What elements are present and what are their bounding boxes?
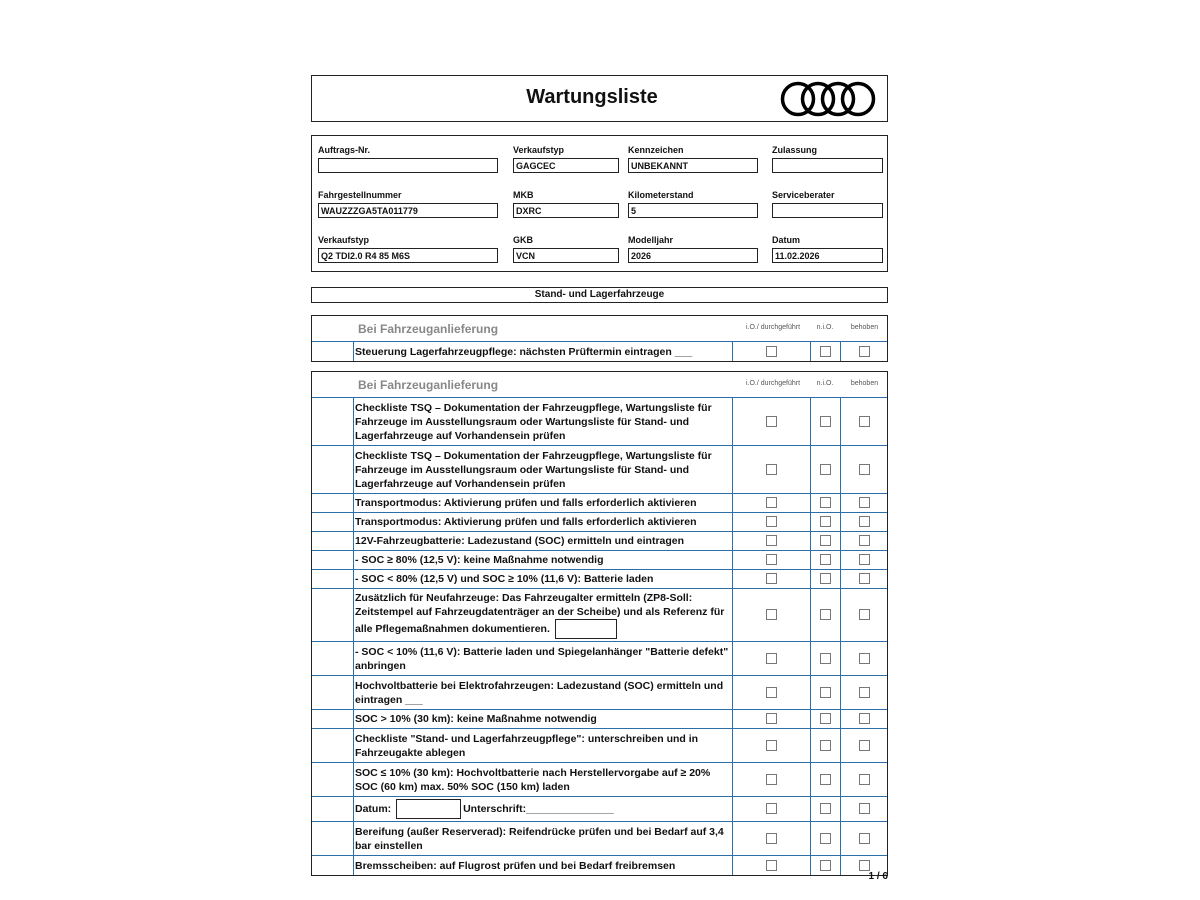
checkbox-io[interactable] xyxy=(766,687,777,698)
header-fields xyxy=(311,135,888,272)
checkbox-nio[interactable] xyxy=(820,803,831,814)
column-nio: n.i.O. xyxy=(816,324,834,331)
checkbox-behoben[interactable] xyxy=(859,346,870,357)
checkbox-behoben[interactable] xyxy=(859,416,870,427)
checkbox-io[interactable] xyxy=(766,416,777,427)
reference-date-input[interactable] xyxy=(555,619,617,639)
checkbox-nio[interactable] xyxy=(820,740,831,751)
table-row xyxy=(312,710,887,729)
row-text: Hochvoltbatterie bei Elektrofahrzeugen: Ladezustand (SOC) ermitteln und eintragen ___ xyxy=(355,679,724,706)
checkbox-behoben[interactable] xyxy=(859,497,870,508)
checkbox-io[interactable] xyxy=(766,516,777,527)
table-row xyxy=(312,856,887,875)
title-box xyxy=(311,75,888,122)
row-text: Zusätzlich für Neufahrzeuge: Das Fahrzeugalter ermitteln (ZP8-Soll: Zeitstempel auf Fahrzeugdatenträger an der Scheibe) und als Referenz für alle Pflegemaßnahmen dokumentieren. xyxy=(355,591,733,639)
table-row xyxy=(312,494,887,513)
row-text: Datum: Unterschrift:_______________ xyxy=(355,799,733,819)
checkbox-nio[interactable] xyxy=(820,774,831,785)
date-input[interactable] xyxy=(396,799,461,819)
checkbox-io[interactable] xyxy=(766,713,777,724)
field-auftrag: Auftrags-Nr. xyxy=(318,145,498,173)
row-text: Steuerung Lagerfahrzeugpflege: nächsten Prüftermin eintragen ___ xyxy=(355,345,693,358)
checkbox-io[interactable] xyxy=(766,653,777,664)
verkaufstyp-input[interactable]: GAGCEC xyxy=(513,158,619,173)
table-row xyxy=(312,822,887,856)
column-io: i.O./ durchgeführt xyxy=(745,324,801,331)
table-row xyxy=(312,446,887,494)
field-serviceberater: Serviceberater xyxy=(772,190,883,218)
fahrgestell-input[interactable]: WAUZZZGA5TA011779 xyxy=(318,203,498,218)
field-kennzeichen: Kennzeichen UNBEKANNT xyxy=(628,145,758,173)
column-behoben: behoben xyxy=(850,324,879,331)
checkbox-behoben[interactable] xyxy=(859,464,870,475)
verkaufstyp-modell-input[interactable]: Q2 TDI2.0 R4 85 M6S xyxy=(318,248,498,263)
checkbox-io[interactable] xyxy=(766,535,777,546)
checkbox-io[interactable] xyxy=(766,346,777,357)
audi-rings-logo-icon xyxy=(779,80,877,118)
checkbox-nio[interactable] xyxy=(820,554,831,565)
table-row xyxy=(312,551,887,570)
checkbox-nio[interactable] xyxy=(820,713,831,724)
field-gkb: GKB VCN xyxy=(513,235,619,263)
table-row xyxy=(312,589,887,642)
checkbox-behoben[interactable] xyxy=(859,860,870,871)
checkbox-behoben[interactable] xyxy=(859,713,870,724)
table-row xyxy=(312,513,887,532)
row-text: 12V-Fahrzeugbatterie: Ladezustand (SOC) ermitteln und eintragen xyxy=(355,535,685,547)
serviceberater-input[interactable] xyxy=(772,203,883,218)
section-title: Stand- und Lagerfahrzeuge xyxy=(311,287,888,303)
field-fahrgestell: Fahrgestellnummer WAUZZZGA5TA011779 xyxy=(318,190,498,218)
row-text: SOC > 10% (30 km): keine Maßnahme notwendig xyxy=(355,713,597,725)
checkbox-nio[interactable] xyxy=(820,573,831,584)
table-row xyxy=(312,532,887,551)
row-text: Transportmodus: Aktivierung prüfen und falls erforderlich aktivieren xyxy=(355,497,697,509)
checkbox-nio[interactable] xyxy=(820,535,831,546)
checkbox-behoben[interactable] xyxy=(859,516,870,527)
checkbox-io[interactable] xyxy=(766,497,777,508)
field-verkaufstyp-modell: Verkaufstyp Q2 TDI2.0 R4 85 M6S xyxy=(318,235,498,263)
mkb-input[interactable]: DXRC xyxy=(513,203,619,218)
signature-label: Unterschrift:_______________ xyxy=(463,802,614,815)
checkbox-io[interactable] xyxy=(766,833,777,844)
table-row xyxy=(312,797,887,822)
checkbox-behoben[interactable] xyxy=(859,833,870,844)
datum-input[interactable]: 11.02.2026 xyxy=(772,248,883,263)
checkbox-nio[interactable] xyxy=(820,464,831,475)
table-row xyxy=(312,642,887,676)
checkbox-io[interactable] xyxy=(766,554,777,565)
row-text: Bremsscheiben: auf Flugrost prüfen und bei Bedarf freibremsen xyxy=(355,859,676,872)
checkbox-nio[interactable] xyxy=(820,416,831,427)
checkbox-behoben[interactable] xyxy=(859,535,870,546)
checkbox-io[interactable] xyxy=(766,740,777,751)
auftrag-input[interactable] xyxy=(318,158,498,173)
checkbox-behoben[interactable] xyxy=(859,573,870,584)
checkbox-io[interactable] xyxy=(766,464,777,475)
checkbox-nio[interactable] xyxy=(820,687,831,698)
checkbox-io[interactable] xyxy=(766,774,777,785)
row-text: SOC ≤ 10% (30 km): Hochvoltbatterie nach Herstellervorgabe auf ≥ 20% SOC (60 km) max. 50% SOC (150 km) laden xyxy=(355,766,711,793)
checkbox-io[interactable] xyxy=(766,860,777,871)
modelljahr-input[interactable]: 2026 xyxy=(628,248,758,263)
row-text: Checkliste TSQ – Dokumentation der Fahrzeugpflege, Wartungsliste für Fahrzeuge im Ausstellungsraum oder Wartungsliste für Stand- und Lagerfahrzeuge auf Vorhandensein prüfen xyxy=(355,401,712,442)
row-text: - SOC ≥ 80% (12,5 V): keine Maßnahme notwendig xyxy=(355,554,604,566)
row-text: Transportmodus: Aktivierung prüfen und falls erforderlich aktivieren xyxy=(355,516,697,528)
field-modelljahr: Modelljahr 2026 xyxy=(628,235,758,263)
column-io: i.O./ durchgeführt xyxy=(745,380,801,387)
field-datum: Datum 11.02.2026 xyxy=(772,235,883,263)
table-row xyxy=(312,342,887,361)
checkbox-nio[interactable] xyxy=(820,653,831,664)
row-text: Checkliste "Stand- und Lagerfahrzeugpflege": unterschreiben und in Fahrzeugakte ablegen xyxy=(355,732,699,759)
document-title: Wartungsliste xyxy=(526,86,658,108)
field-verkaufstyp: Verkaufstyp GAGCEC xyxy=(513,145,619,173)
checkbox-behoben[interactable] xyxy=(859,609,870,620)
zulassung-input[interactable] xyxy=(772,158,883,173)
checkbox-io[interactable] xyxy=(766,573,777,584)
row-text: Bereifung (außer Reserverad): Reifendrücke prüfen und bei Bedarf auf 3,4 bar einstellen xyxy=(355,825,724,852)
page-number: 1 / 6 xyxy=(868,871,888,882)
table-anlieferung-2 xyxy=(311,371,888,876)
checkbox-nio[interactable] xyxy=(820,860,831,871)
table-row xyxy=(312,398,887,446)
table-row xyxy=(312,763,887,797)
checkbox-nio[interactable] xyxy=(820,609,831,620)
checkbox-behoben[interactable] xyxy=(859,653,870,664)
checkbox-nio[interactable] xyxy=(820,346,831,357)
table-row xyxy=(312,729,887,763)
table-title: Bei Fahrzeuganlieferung xyxy=(358,378,499,392)
table-row xyxy=(312,570,887,589)
field-mkb: MKB DXRC xyxy=(513,190,619,218)
column-behoben: behoben xyxy=(850,380,879,387)
checkbox-io[interactable] xyxy=(766,803,777,814)
checkbox-nio[interactable] xyxy=(820,833,831,844)
table-row xyxy=(312,676,887,710)
row-text: - SOC < 80% (12,5 V) und SOC ≥ 10% (11,6 V): Batterie laden xyxy=(355,573,654,585)
checkbox-nio[interactable] xyxy=(820,497,831,508)
kilometerstand-input[interactable]: 5 xyxy=(628,203,758,218)
row-text: - SOC < 10% (11,6 V): Batterie laden und Spiegelanhänger "Batterie defekt" anbringen xyxy=(355,645,729,672)
table-anlieferung-1 xyxy=(311,315,888,362)
table-header xyxy=(312,316,887,342)
table-title: Bei Fahrzeuganlieferung xyxy=(358,322,499,336)
checkbox-behoben[interactable] xyxy=(859,774,870,785)
checkbox-behoben[interactable] xyxy=(859,803,870,814)
checkbox-behoben[interactable] xyxy=(859,687,870,698)
checkbox-behoben[interactable] xyxy=(859,554,870,565)
kennzeichen-input[interactable]: UNBEKANNT xyxy=(628,158,758,173)
checkbox-behoben[interactable] xyxy=(859,740,870,751)
gkb-input[interactable]: VCN xyxy=(513,248,619,263)
row-text: Checkliste TSQ – Dokumentation der Fahrzeugpflege, Wartungsliste für Fahrzeuge im Ausstellungsraum oder Wartungsliste für Stand- und Lagerfahrzeuge auf Vorhandensein prüfen xyxy=(355,449,712,490)
column-nio: n.i.O. xyxy=(816,380,834,387)
table-header xyxy=(312,372,887,398)
field-kilometerstand: Kilometerstand 5 xyxy=(628,190,758,218)
checkbox-nio[interactable] xyxy=(820,516,831,527)
field-zulassung: Zulassung xyxy=(772,145,883,173)
checkbox-io[interactable] xyxy=(766,609,777,620)
